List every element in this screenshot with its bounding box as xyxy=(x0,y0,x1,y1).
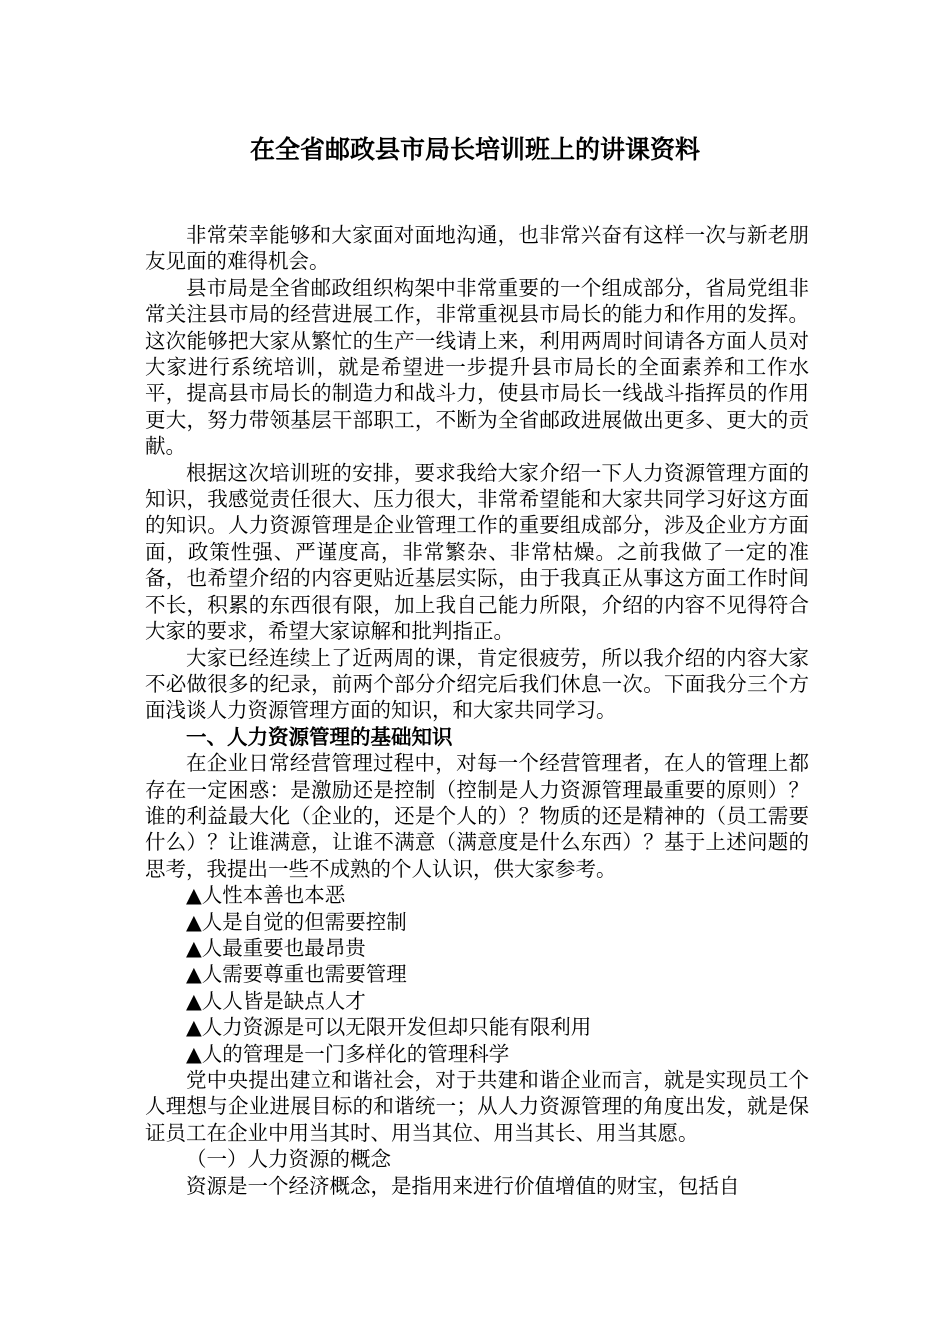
subsection-heading-1: （一）人力资源的概念 xyxy=(186,1147,391,1172)
bullet-item: ▲人性本善也本恶 xyxy=(186,883,346,908)
bullet-item: ▲人人皆是缺点人才 xyxy=(186,988,366,1013)
bullet-item: ▲人力资源是可以无限开发但却只能有限利用 xyxy=(186,1015,592,1040)
bullet-item: ▲人最重要也最昂贵 xyxy=(186,935,366,960)
intro-paragraph-1: 非常荣幸能够和大家面对面地沟通，也非常兴奋有这样一次与新老朋友见面的难得机会。 xyxy=(145,223,809,274)
bullet-item: ▲人的管理是一门多样化的管理科学 xyxy=(186,1041,510,1066)
section-1-paragraph: 在企业日常经营管理过程中，对每一个经营管理者，在人的管理上都存在一定困惑：是激励还是控制（控制是人力资源管理最重要的原则）？谁的利益最大化（企业的，还是个人的）？物质的还是精神的（员工需要什么）？让谁满意，让谁不满意（满意度是什么东西）？基于上述问题的思考，我提出一些不成熟的个人认识，供大家参考。 xyxy=(145,751,809,881)
intro-paragraph-3: 根据这次培训班的安排，要求我给大家介绍一下人力资源管理方面的知识，我感觉责任很大、压力很大，非常希望能和大家共同学习好这方面的知识。人力资源管理是企业管理工作的重要组成部分，涉及企业方方面面，政策性强、严谨度高，非常繁杂、非常枯燥。之前我做了一定的准备，也希望介绍的内容更贴近基层实际，由于我真正从事这方面工作时间不长，积累的东西很有限，加上我自己能力所限，介绍的内容不见得符合大家的要求，希望大家谅解和批判指正。 xyxy=(145,460,809,644)
intro-paragraph-2: 县市局是全省邮政组织构架中非常重要的一个组成部分，省局党组非常关注县市局的经营进展工作，非常重视县市局长的能力和作用的发挥。这次能够把大家从繁忙的生产一线请上来，利用两周时间请各方面人员对大家进行系统培训，就是希望进一步提升县市局长的全面素养和工作水平，提高县市局长的制造力和战斗力，使县市局长一线战斗指挥员的作用更大，努力带领基层干部职工，不断为全省邮政进展做出更多、更大的贡献。 xyxy=(145,275,809,459)
document-body xyxy=(145,222,809,1199)
harmony-paragraph: 党中央提出建立和谐社会，对于共建和谐企业而言，就是实现员工个人理想与企业进展目标的和谐统一；从人力资源管理的角度出发，就是保证员工在企业中用当其时、用当其位、用当其长、用当其愿。 xyxy=(145,1068,809,1145)
section-heading-1: 一、人力资源管理的基础知识 xyxy=(186,724,453,749)
bullet-item: ▲人是自觉的但需要控制 xyxy=(186,909,407,934)
bullet-item: ▲人需要尊重也需要管理 xyxy=(186,962,407,987)
resource-paragraph-start: 资源是一个经济概念，是指用来进行价值增值的财宝，包括自 xyxy=(186,1173,740,1198)
document-title: 在全省邮政县市局长培训班上的讲课资料 xyxy=(249,135,700,164)
intro-paragraph-4: 大家已经连续上了近两周的课，肯定很疲劳，所以我介绍的内容大家不必做很多的纪录，前两个部分介绍完后我们休息一次。下面我分三个方面浅谈人力资源管理方面的知识，和大家共同学习。 xyxy=(145,645,809,723)
